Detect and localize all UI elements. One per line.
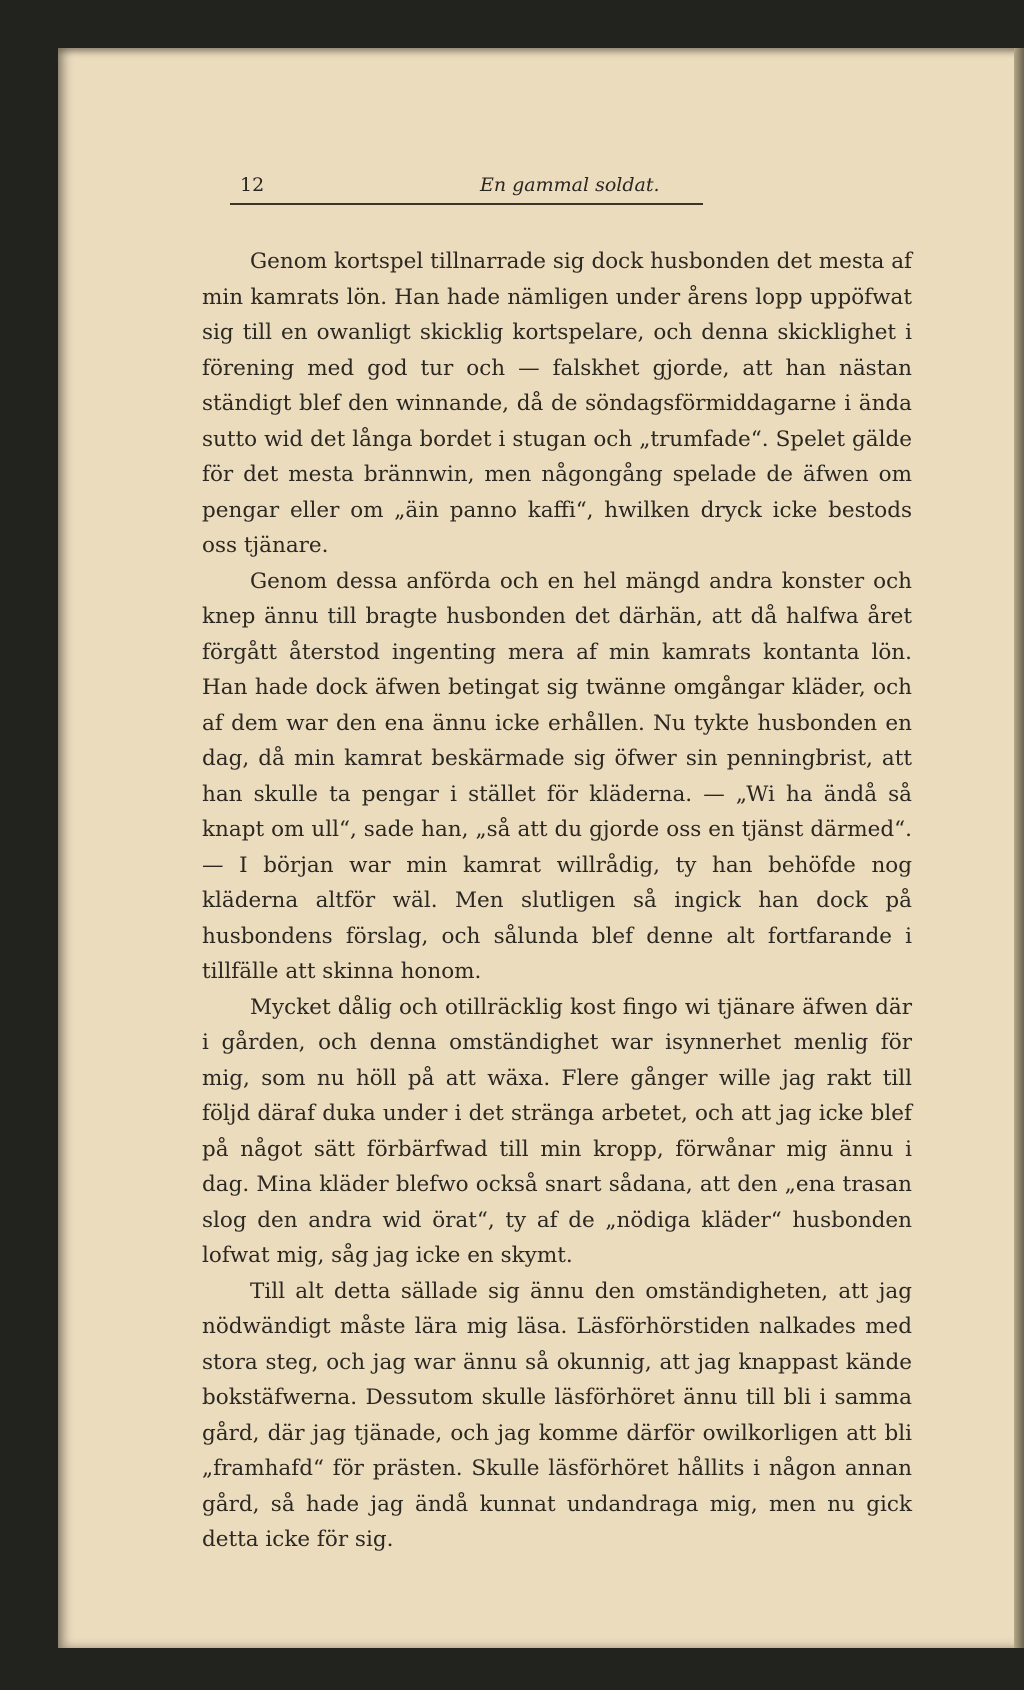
paragraph: Till alt detta sällade sig ännu den omständigheten, att jag nödwändigt måste lära mig läsa. Läsförhörstiden nalkades med stora steg, och jag war ännu så okunnig, att jag knappast kände bokstäfwerna. Dessutom skulle läsförhöret ännu till bli i samma gård, där jag tjänade, och jag komme därför owilkorligen att bli „framhafd“ för prästen. Skulle läsförhöret hållits i någon annan gård, så hade jag ändå kunnat undandraga mig, men nu gick detta icke för sig. <box>202 1278 912 1552</box>
running-title: En gammal soldat. <box>480 174 660 196</box>
header-rule <box>230 203 703 205</box>
paragraph: Genom dessa anförda och en hel mängd andra konster och knep ännu till bragte husbonden det därhän, att då halfwa året förgått återstod ingenting mera af min kamrats kontanta lön. Han hade dock äfwen betingat sig twänne omgångar kläder, och af dem war den ena ännu icke erhållen. Nu tykte husbonden en dag, då min kamrat beskärmade sig öfwer sin penningbrist, att han skulle ta pengar i stället för kläderna. — „Wi ha ändå så knapt om ull“, sade han, „så att du gjorde oss en tjänst därmed“. — I början war min kamrat willrådig, ty han behöfde nog kläderna altför wäl. Men slutligen så ingick han dock på husbondens förslag, och sålunda blef denne alt fortfarande i tillfälle att skinna honom. <box>202 568 912 984</box>
paragraph: Genom kortspel tillnarrade sig dock husbonden det mesta af min kamrats lön. Han hade nämligen under årens lopp uppöfwat sig till en owanligt skicklig kortspelare, och denna skicklighet i förening med god tur och — falskhet gjorde, att han nästan ständigt blef den winnande, då de söndagsförmiddagarne i ända sutto wid det långa bordet i stugan och „trumfade“. Spelet gälde för det mesta brännwin, men någongång spelade de äfwen om pengar eller om „äin panno kaffi“, hwilken dryck icke bestods oss tjänare. <box>202 249 912 558</box>
page-edge <box>1014 48 1024 1648</box>
page-header <box>180 170 680 206</box>
paragraph: Mycket dålig och otillräcklig kost fingo wi tjänare äfwen där i gården, och denna omständighet war isynnerhet menlig för mig, som nu höll på att wäxa. Flere gånger wille jag rakt till följd däraf duka under i det stränga arbetet, och att jag icke blef på något sätt förbärfwad till min kropp, förwånar mig ännu i dag. Mina kläder blefwo också snart sådana, att den „ena trasan slog den andra wid örat“, ty af de „nödiga kläder“ husbonden lofwat mig, såg jag icke en skymt. <box>202 994 912 1268</box>
body-text <box>202 244 912 1558</box>
page-number: 12 <box>240 174 265 196</box>
